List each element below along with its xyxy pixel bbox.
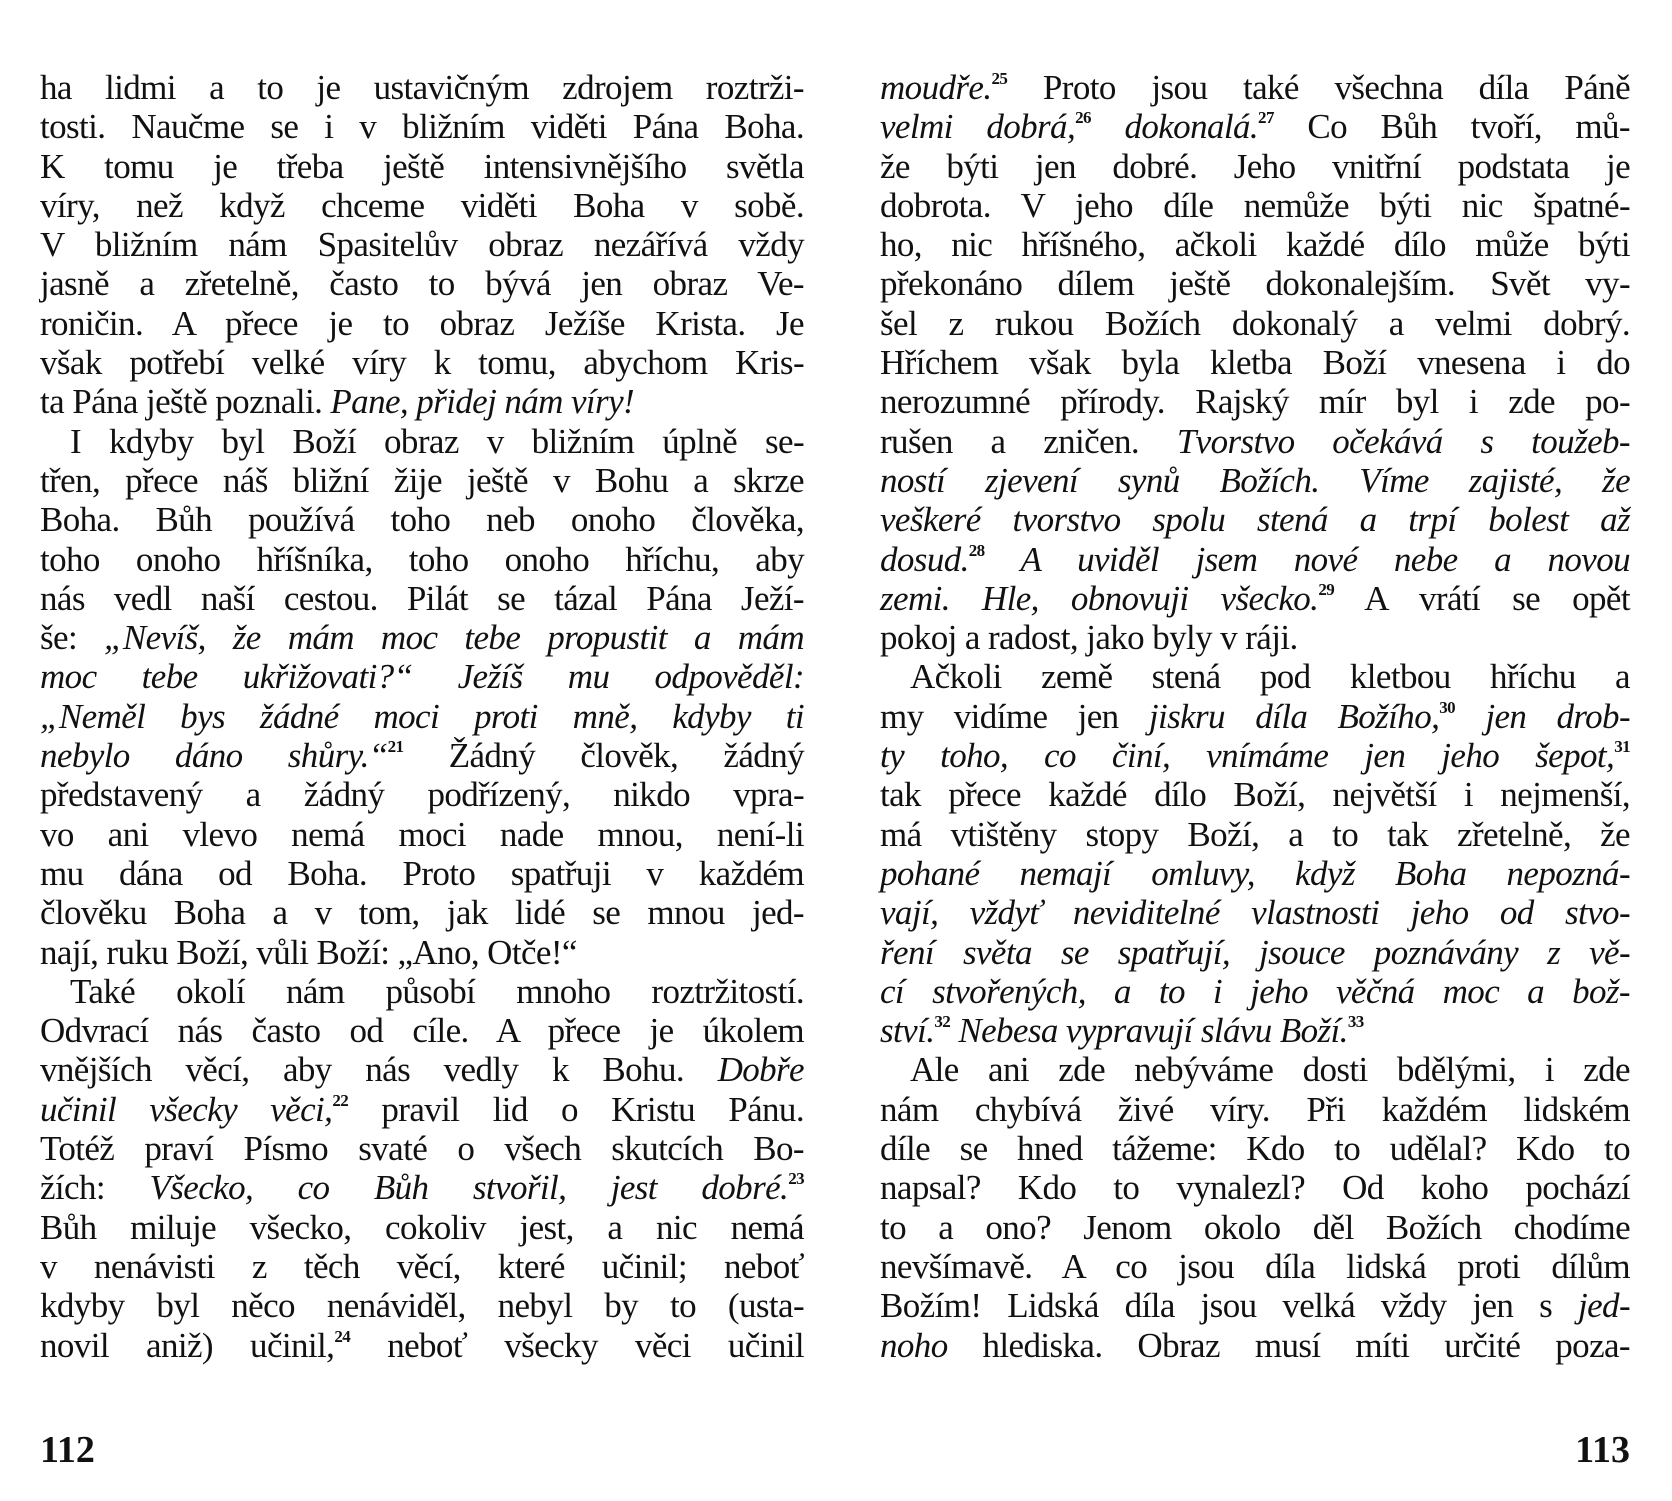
text-line xyxy=(40,500,804,539)
text-line xyxy=(40,1011,804,1050)
text-line xyxy=(880,736,1630,775)
text-line xyxy=(880,815,1630,854)
text-line xyxy=(880,186,1630,225)
text-line xyxy=(40,382,804,421)
text-line xyxy=(40,107,804,146)
italic-text: ství. xyxy=(880,1011,935,1051)
text-line xyxy=(40,422,804,461)
footnote-ref: 28 xyxy=(968,540,985,560)
text-line xyxy=(880,618,1630,657)
italic-text: Nebesa vypravují slávu Boží. xyxy=(950,1011,1348,1051)
italic-text: nebylo dáno shůry.“ xyxy=(40,736,388,776)
text-line xyxy=(880,1286,1630,1325)
italic-text: pohané nemají omluvy, když Boha nepozná- xyxy=(880,853,1630,893)
text-line xyxy=(40,972,804,1011)
text-run: tak přece každé dílo Boží, největší i nejmenší, xyxy=(880,775,1630,815)
footnote-ref: 30 xyxy=(1439,697,1456,717)
text-line xyxy=(880,1090,1630,1129)
text-line xyxy=(40,147,804,186)
text-line xyxy=(40,893,804,932)
text-line xyxy=(40,1286,804,1325)
text-run: K tomu je třeba ještě intensivnějšího světla xyxy=(40,146,804,186)
text-run: překonáno dílem ještě dokonalejším. Svět vy- xyxy=(880,264,1630,304)
text-line xyxy=(880,893,1630,932)
text-run: Božím! Lidská díla jsou velká vždy jen s xyxy=(880,1286,1578,1326)
text-line xyxy=(880,147,1630,186)
text-run: však potřebí velké víry k tomu, abychom Kris- xyxy=(40,343,804,383)
right-page-text xyxy=(880,68,1630,1365)
text-run: že býti jen dobré. Jeho vnitřní podstata je xyxy=(880,146,1630,186)
text-line xyxy=(880,304,1630,343)
italic-text: Pane, přidej nám víry! xyxy=(330,382,635,422)
text-run: v nenávisti z těch věcí, které učinil; neboť xyxy=(40,1246,804,1286)
text-run: Proto jsou také všechna díla Páně xyxy=(1007,68,1630,107)
text-run: ta Pána ještě poznali. xyxy=(40,382,331,422)
text-line xyxy=(880,1168,1630,1207)
text-line xyxy=(880,579,1630,618)
text-line xyxy=(880,68,1630,107)
text-line xyxy=(40,343,804,382)
text-line xyxy=(880,225,1630,264)
text-run: my vidíme jen xyxy=(880,696,1149,736)
text-line xyxy=(40,1326,804,1365)
text-run: dobrota. V jeho díle nemůže býti nic špatné- xyxy=(880,185,1630,225)
text-line xyxy=(40,264,804,303)
text-run: roničin. A přece je to obraz Ježíše Krista. Je xyxy=(40,303,804,343)
text-run: ha lidmi a to je ustavičným zdrojem roztrži- xyxy=(40,68,804,107)
text-line xyxy=(880,382,1630,421)
text-line xyxy=(40,854,804,893)
text-line xyxy=(880,264,1630,303)
text-run: nám chybívá živé víry. Při každém lidském xyxy=(880,1089,1630,1129)
text-run: I kdyby byl Boží obraz v bližním úplně se- xyxy=(70,421,804,461)
text-line xyxy=(880,461,1630,500)
italic-text: jiskru díla Božího, xyxy=(1148,696,1440,736)
text-line xyxy=(40,579,804,618)
text-line xyxy=(40,1168,804,1207)
text-line xyxy=(40,1050,804,1089)
italic-text: A uviděl jsem nové nebe a novou xyxy=(984,539,1630,579)
text-line xyxy=(880,775,1630,814)
italic-text: ností zjevení synů Božích. Víme zajisté, že xyxy=(880,460,1630,500)
text-line xyxy=(40,697,804,736)
text-run: pravil lid o Kristu Pánu. xyxy=(348,1089,804,1129)
text-line xyxy=(40,540,804,579)
text-run: víry, než když chceme viděti Boha v sobě. xyxy=(40,185,804,225)
text-run: člověku Boha a v tom, jak lidé se mnou jed- xyxy=(40,893,804,933)
text-run: Bůh miluje všecko, cokoliv jest, a nic nemá xyxy=(40,1207,804,1247)
text-line xyxy=(40,736,804,775)
italic-text: ty toho, co činí, vnímáme jen jeho šepot, xyxy=(880,736,1615,776)
footnote-ref: 23 xyxy=(788,1169,804,1189)
text-line xyxy=(40,1247,804,1286)
text-run: napsal? Kdo to vynalezl? Od koho pochází xyxy=(880,1168,1630,1208)
text-run: má vtištěny stopy Boží, a to tak zřetelně, že xyxy=(880,814,1630,854)
text-run: neboť všecky věci učinil xyxy=(350,1325,804,1365)
text-line xyxy=(880,343,1630,382)
text-line xyxy=(880,540,1630,579)
text-run: še: xyxy=(40,618,105,658)
text-line xyxy=(40,68,804,107)
text-run: Boha. Bůh používá toho neb onoho člověka, xyxy=(40,500,804,540)
italic-text: moc tebe ukřižovati?“ Ježíš mu odpověděl: xyxy=(40,657,804,697)
text-run: nevšímavě. A co jsou díla lidská proti dílům xyxy=(880,1246,1630,1286)
text-run: mu dána od Boha. Proto spatřuji v každém xyxy=(40,853,804,893)
text-run: díle se hned tážeme: Kdo to udělal? Kdo to xyxy=(880,1129,1630,1169)
text-line xyxy=(880,1247,1630,1286)
text-line xyxy=(880,1011,1630,1050)
text-run: jasně a zřetelně, často to bývá jen obraz Ve- xyxy=(40,264,804,304)
text-line xyxy=(880,107,1630,146)
text-run: Co Bůh tvoří, mů- xyxy=(1273,107,1630,147)
text-line xyxy=(40,1090,804,1129)
text-line xyxy=(880,500,1630,539)
text-run xyxy=(1091,107,1125,146)
text-run: nás vedl naší cestou. Pilát se tázal Pána Ježí- xyxy=(40,578,804,618)
text-run: žích: xyxy=(40,1168,150,1208)
text-line xyxy=(880,422,1630,461)
text-line xyxy=(880,1208,1630,1247)
italic-text: Dobře xyxy=(717,1050,804,1090)
text-run: vo ani vlevo nemá moci nade mnou, není-li xyxy=(40,814,804,854)
text-line xyxy=(40,1129,804,1168)
footnote-ref: 25 xyxy=(991,69,1008,88)
text-line xyxy=(40,933,804,972)
italic-text: moudře. xyxy=(880,68,992,107)
text-run: hlediska. Obraz musí míti určité poza- xyxy=(947,1325,1630,1365)
footnote-ref: 29 xyxy=(1318,579,1335,599)
text-run: tosti. Naučme se i v bližním viděti Pána Boha. xyxy=(40,107,804,147)
text-run: rušen a zničen. xyxy=(880,421,1177,461)
text-line xyxy=(880,697,1630,736)
text-run: A vrátí se opět xyxy=(1334,578,1630,618)
text-run: kdyby byl něco nenáviděl, nebyl by to (usta- xyxy=(40,1286,804,1326)
italic-text: cí stvořených, a to i jeho věčná moc a bož- xyxy=(880,971,1630,1011)
footnote-ref: 32 xyxy=(934,1012,951,1032)
italic-text: Tvorstvo očekává s toužeb- xyxy=(1176,421,1630,461)
italic-text: noho xyxy=(880,1325,948,1365)
italic-text: „Neměl bys žádné moci proti mně, kdyby ti xyxy=(40,696,804,736)
text-line xyxy=(880,1129,1630,1168)
italic-text: ření světa se spatřují, jsouce poznávány z vě- xyxy=(880,932,1630,972)
text-run: novil aniž) učinil, xyxy=(40,1325,335,1365)
text-line xyxy=(880,657,1630,696)
text-run: nají, ruku Boží, vůli Boží: „Ano, Otče!“ xyxy=(40,932,577,972)
text-run: Odvrací nás často od cíle. A přece je úkolem xyxy=(40,1011,804,1051)
footnote-ref: 22 xyxy=(332,1090,349,1110)
text-line xyxy=(40,657,804,696)
left-page-number: 112 xyxy=(40,1429,95,1471)
footnote-ref: 33 xyxy=(1347,1012,1364,1032)
italic-text: veškeré tvorstvo spolu stená a trpí bolest až xyxy=(880,500,1630,540)
text-run: nerozumné přírody. Rajský mír byl i zde po- xyxy=(880,382,1630,422)
italic-text: vají, vždyť neviditelné vlastnosti jeho od stvo- xyxy=(880,893,1630,933)
text-run: Hříchem však byla kletba Boží vnesena i do xyxy=(880,343,1630,383)
italic-text: velmi dobrá, xyxy=(880,107,1076,147)
text-line xyxy=(40,815,804,854)
italic-text: dosud. xyxy=(880,539,969,579)
text-line xyxy=(40,461,804,500)
text-line xyxy=(40,1208,804,1247)
italic-text: „Nevíš, že mám moc tebe propustit a mám xyxy=(104,618,804,658)
text-line xyxy=(880,1326,1630,1365)
text-run: Ačkoli země stená pod kletbou hříchu a xyxy=(910,657,1630,697)
text-run: vnějších věcí, aby nás vedly k Bohu. xyxy=(40,1050,718,1090)
italic-text: jed- xyxy=(1577,1286,1630,1326)
text-run: Totéž praví Písmo svaté o všech skutcích Bo- xyxy=(40,1129,804,1169)
text-run: ho, nic hříšného, ačkoli každé dílo může býti xyxy=(880,225,1630,265)
text-run: třen, přece náš bližní žije ještě v Bohu a skrze xyxy=(40,460,804,500)
footnote-ref: 24 xyxy=(334,1326,351,1346)
left-page-text xyxy=(40,68,804,1365)
italic-text: zemi. Hle, obnovuji všecko. xyxy=(880,578,1319,618)
text-run: Ale ani zde nebýváme dosti bdělými, i zde xyxy=(910,1050,1630,1090)
text-run: pokoj a radost, jako byly v ráji. xyxy=(880,618,1298,658)
text-run: V bližním nám Spasitelův obraz nezářívá vždy xyxy=(40,225,804,265)
footnote-ref: 21 xyxy=(387,737,404,757)
footnote-ref: 27 xyxy=(1258,108,1274,128)
right-page-number: 113 xyxy=(1575,1429,1630,1471)
text-run: šel z rukou Božích dokonalý a velmi dobrý. xyxy=(880,303,1630,343)
footnote-ref: 26 xyxy=(1075,108,1091,128)
text-line xyxy=(880,933,1630,972)
text-line xyxy=(40,225,804,264)
text-line xyxy=(880,972,1630,1011)
italic-text: jen drob- xyxy=(1455,696,1630,736)
text-run: Také okolí nám působí mnoho roztržitostí. xyxy=(70,971,804,1011)
footnote-ref: 31 xyxy=(1614,737,1630,757)
italic-text: učinil všecky věci, xyxy=(40,1089,333,1129)
text-run: Žádný člověk, žádný xyxy=(403,736,804,776)
text-line xyxy=(40,618,804,657)
text-run: toho onoho hříšníka, toho onoho hříchu, aby xyxy=(40,539,804,579)
italic-text: Všecko, co Bůh stvořil, jest dobré. xyxy=(149,1168,789,1208)
text-line xyxy=(880,854,1630,893)
text-run: představený a žádný podřízený, nikdo vpra- xyxy=(40,775,804,815)
italic-text: dokonalá. xyxy=(1124,107,1259,147)
text-line xyxy=(40,775,804,814)
text-run: to a ono? Jenom okolo děl Božích chodíme xyxy=(880,1207,1630,1247)
text-line xyxy=(880,1050,1630,1089)
text-line xyxy=(40,304,804,343)
text-line xyxy=(40,186,804,225)
